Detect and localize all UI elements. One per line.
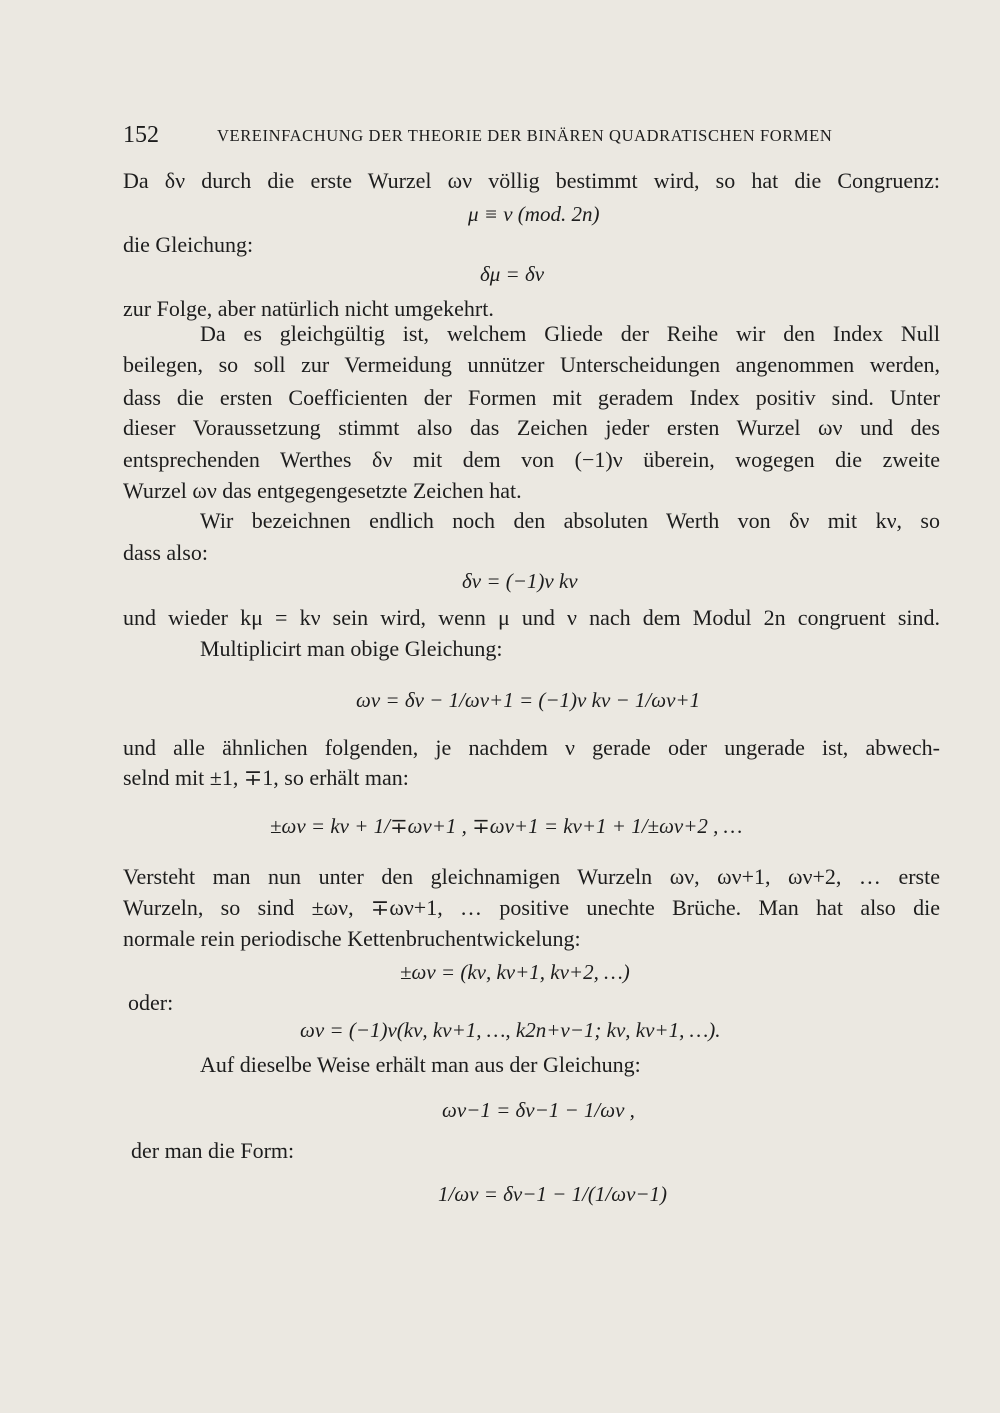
text-line: Wurzel ων das entgegengesetzte Zeichen hat.: [123, 478, 522, 503]
text-line: und wieder kμ = kν sein wird, wenn μ und ν nach dem Modul 2n congruent sind.: [123, 605, 940, 630]
equation-periodic-expansion: ων = (−1)ν(kν, kν+1, …, k2n+ν−1; kν, kν+1, …).: [300, 1018, 721, 1042]
text-line: der man die Form:: [131, 1138, 295, 1163]
page-header: [123, 122, 943, 154]
text-line: Wir bezeichnen endlich noch den absoluten Werth von δν mit kν, so: [200, 508, 940, 533]
running-title: VEREINFACHUNG DER THEORIE DER BINÄREN QUADRATISCHEN FORMEN: [217, 126, 833, 145]
text-line: Multiplicirt man obige Gleichung:: [200, 636, 503, 661]
text-line: oder:: [128, 990, 174, 1015]
text-line: selnd mit ±1, ∓1, so erhält man:: [123, 765, 409, 790]
text-line: entsprechenden Werthes δν mit dem von (−1)ν überein, wogegen die zweite: [123, 447, 940, 472]
text-line: normale rein periodische Kettenbruchentwickelung:: [123, 926, 581, 951]
text-line: zur Folge, aber natürlich nicht umgekehrt.: [123, 296, 494, 321]
text-line: Versteht man nun unter den gleichnamigen Wurzeln ων, ων+1, ων+2, … erste: [123, 864, 940, 889]
text-line: die Gleichung:: [123, 232, 254, 257]
equation-congruence: μ ≡ ν (mod. 2n): [468, 202, 600, 226]
text-line: beilegen, so soll zur Vermeidung unnützer Unterscheidungen angenommen werden,: [123, 352, 940, 377]
text-line: Da es gleichgültig ist, welchem Gliede der Reihe wir den Index Null: [200, 321, 940, 346]
text-line: dieser Voraussetzung stimmt also das Zeichen jeder ersten Wurzel ων und des: [123, 415, 940, 440]
equation-reciprocal-form: 1/ων = δν−1 − 1/(1/ων−1): [438, 1182, 668, 1206]
equation-chain-fraction: ±ων = (kν, kν+1, kν+2, …): [400, 960, 630, 984]
equation-plus-minus-omega: ±ων = kν + 1/∓ων+1 , ∓ων+1 = kν+1 + 1/±ων+2 , …: [270, 814, 743, 838]
text-line: dass die ersten Coefficienten der Formen mit geradem Index positiv sind. Unter: [123, 385, 940, 410]
text-line: und alle ähnlichen folgenden, je nachdem ν gerade oder ungerade ist, abwech-: [123, 735, 940, 760]
equation-delta-mu: δμ = δν: [480, 262, 545, 286]
equation-omega-nu-minus-1: ων−1 = δν−1 − 1/ων ,: [442, 1098, 635, 1122]
text-line: Auf dieselbe Weise erhält man aus der Gleichung:: [200, 1052, 641, 1077]
page-number: 152: [123, 122, 159, 148]
equation-omega-nu: ων = δν − 1/ων+1 = (−1)ν kν − 1/ων+1: [356, 688, 701, 712]
equation-delta-nu: δν = (−1)ν kν: [462, 569, 578, 593]
text-line: dass also:: [123, 540, 208, 565]
text-line: Wurzeln, so sind ±ων, ∓ων+1, … positive unechte Brüche. Man hat also die: [123, 895, 940, 920]
text-line: Da δν durch die erste Wurzel ων völlig bestimmt wird, so hat die Congruenz:: [123, 168, 940, 193]
